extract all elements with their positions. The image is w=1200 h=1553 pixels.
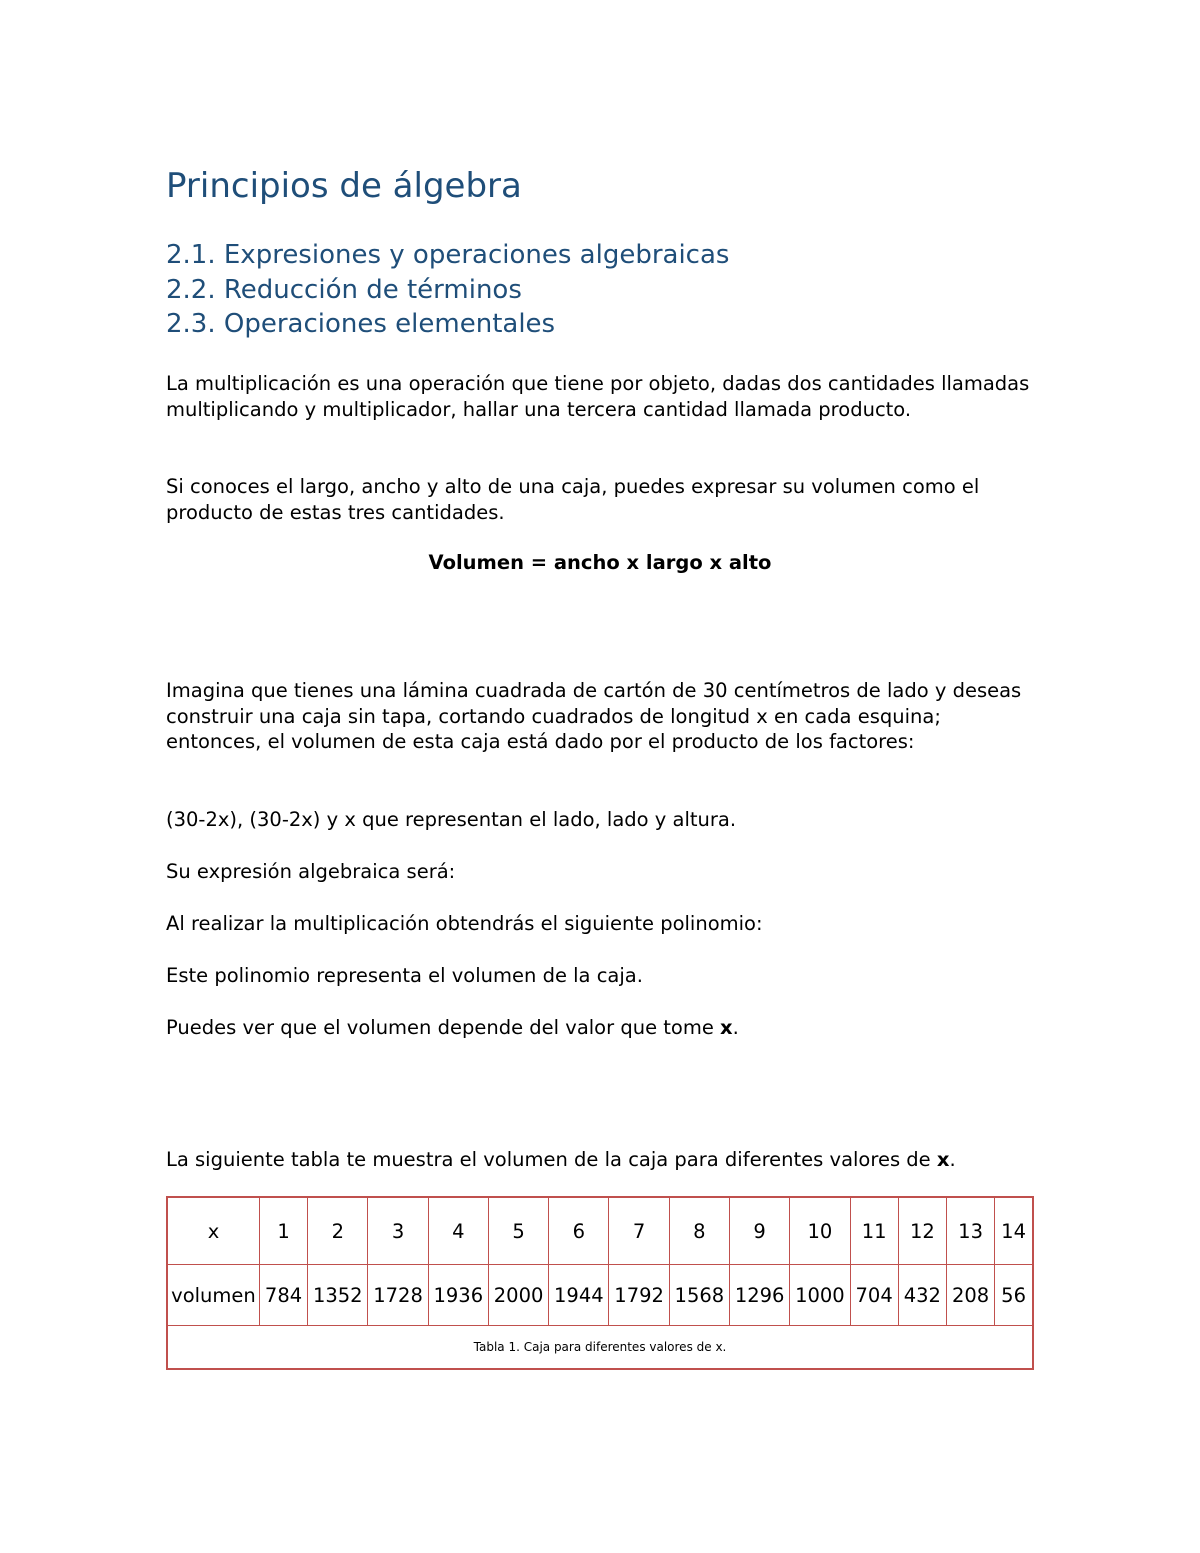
table-row-caption (167, 1326, 1033, 1370)
table-cell-x: 4 (428, 1197, 488, 1265)
paragraph-depende-text: Puedes ver que el volumen depende del valor que tome (166, 1016, 721, 1039)
paragraph-volumen-caja: Este polinomio representa el volumen de la caja. (166, 964, 643, 987)
table-cell-volumen: 208 (946, 1265, 994, 1326)
paragraph-tabla-intro (166, 1147, 1034, 1173)
subheading-2-2: 2.2. Reducción de términos (166, 275, 522, 305)
paragraph-multiplicacion: La multiplicación es una operación que tiene por objeto, dadas dos cantidades llamadas multiplicando y multiplicador, hallar una tercera cantidad llamada producto. (166, 372, 1030, 421)
subheading-2-1: 2.1. Expresiones y operaciones algebraicas (166, 240, 730, 270)
table-cell-volumen: 1792 (609, 1265, 669, 1326)
table-row-volumen (167, 1265, 1033, 1326)
table-cell-volumen: 704 (850, 1265, 898, 1326)
paragraph-factores: (30-2x), (30-2x) y x que representan el lado, lado y altura. (166, 808, 737, 831)
table-cell-x: 9 (730, 1197, 790, 1265)
table-cell-x: 13 (946, 1197, 994, 1265)
variable-x: x (936, 1148, 950, 1171)
table-row-x (167, 1197, 1033, 1265)
volume-table (166, 1196, 1034, 1370)
variable-x: x (720, 1016, 733, 1039)
table-cell-x: 1 (259, 1197, 307, 1265)
table-cell-x: 2 (308, 1197, 368, 1265)
table-cell-volumen: 1352 (308, 1265, 368, 1326)
table-header-x: x (167, 1197, 259, 1265)
paragraph-depende-end: . (732, 1016, 739, 1039)
paragraph-polinomio: Al realizar la multiplicación obtendrás el siguiente polinomio: (166, 912, 763, 935)
table-cell-volumen: 1568 (669, 1265, 729, 1326)
paragraph-tabla-text: La siguiente tabla te muestra el volumen de la caja para diferentes valores de (166, 1148, 937, 1171)
subheading-2-3: 2.3. Operaciones elementales (166, 309, 556, 339)
paragraph-lamina: Imagina que tienes una lámina cuadrada de cartón de 30 centímetros de lado y deseas construir una caja sin tapa, cortando cuadrados de longitud x en cada esquina; entonces, el volumen de esta caja está dado por el producto de los factores: (166, 679, 1022, 753)
paragraph-expresion: Su expresión algebraica será: (166, 860, 456, 883)
table-cell-volumen: 2000 (488, 1265, 548, 1326)
paragraph-caja: Si conoces el largo, ancho y alto de una caja, puedes expresar su volumen como el producto de estas tres cantidades. (166, 475, 980, 524)
table-cell-x: 6 (549, 1197, 609, 1265)
table-cell-x: 8 (669, 1197, 729, 1265)
table-cell-x: 14 (995, 1197, 1033, 1265)
table-caption: Tabla 1. Caja para diferentes valores de x. (167, 1326, 1033, 1370)
table-header-volumen: volumen (167, 1265, 259, 1326)
table-cell-volumen: 1000 (790, 1265, 850, 1326)
table-cell-volumen: 784 (259, 1265, 307, 1326)
table-cell-volumen: 1944 (549, 1265, 609, 1326)
table-cell-volumen: 1728 (368, 1265, 428, 1326)
table-cell-volumen: 1936 (428, 1265, 488, 1326)
volume-formula: Volumen = ancho x largo x alto (428, 551, 772, 574)
table-cell-x: 7 (609, 1197, 669, 1265)
table-cell-volumen: 432 (898, 1265, 946, 1326)
table-cell-x: 5 (488, 1197, 548, 1265)
table-cell-x: 10 (790, 1197, 850, 1265)
paragraph-tabla-end: . (949, 1148, 956, 1171)
paragraph-depende (166, 1015, 1034, 1041)
table-cell-x: 11 (850, 1197, 898, 1265)
table-cell-volumen: 56 (995, 1265, 1033, 1326)
table-cell-x: 12 (898, 1197, 946, 1265)
table-cell-x: 3 (368, 1197, 428, 1265)
page-title: Principios de álgebra (166, 166, 522, 206)
table-cell-volumen: 1296 (730, 1265, 790, 1326)
